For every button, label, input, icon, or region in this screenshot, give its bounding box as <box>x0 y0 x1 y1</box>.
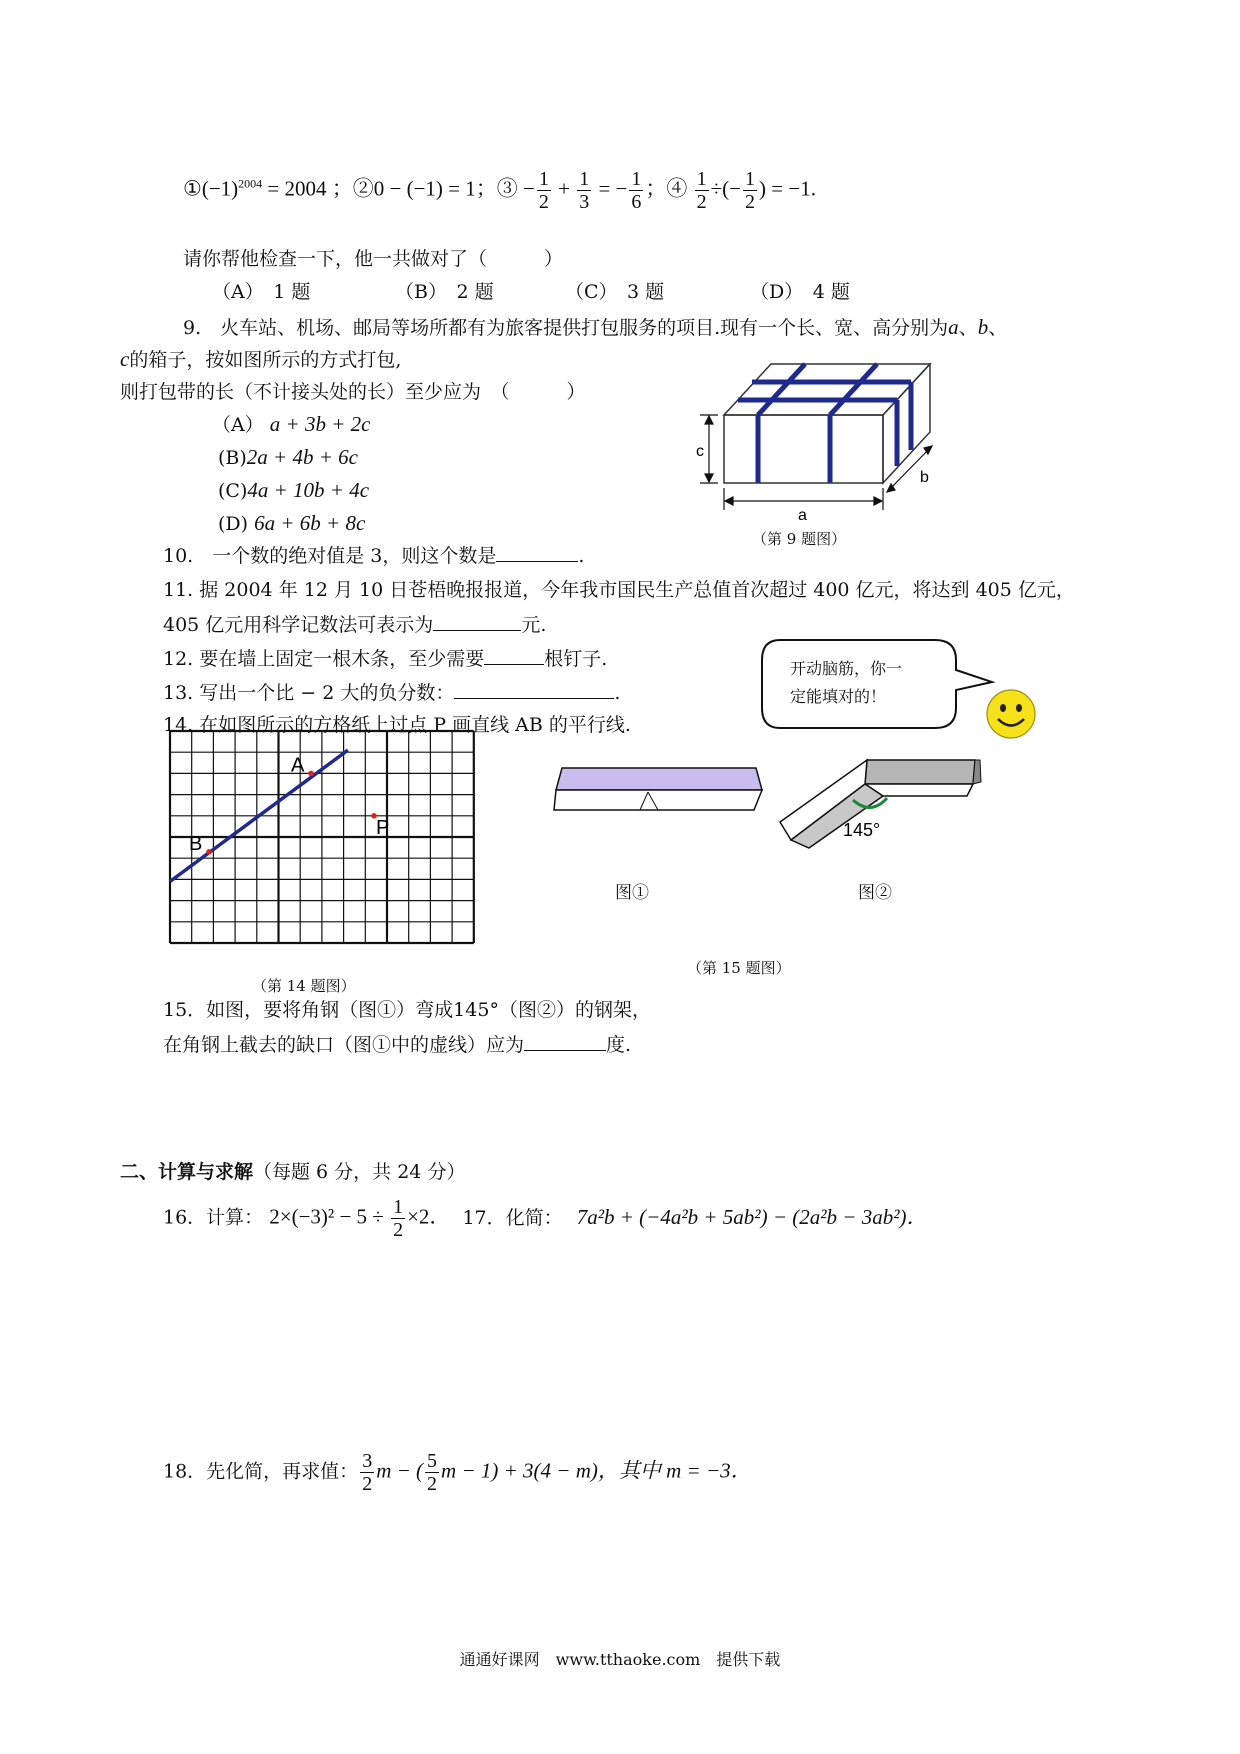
label-p: P <box>375 816 390 839</box>
q8-frac-3: $\frac{1}{6}$ <box>631 168 642 213</box>
section2-note: （每题 6 分，共 24 分） <box>253 1161 466 1183</box>
q9-sep2: 、 <box>988 317 1008 339</box>
footer: 通通好课网 www.tthaoke.com 提供下载 <box>459 1650 781 1669</box>
q9-opt-b-label: (B) <box>218 447 247 469</box>
q10-end: . <box>578 545 585 567</box>
q8-part4: ；④ <box>645 176 693 201</box>
q9-option-d <box>218 511 365 536</box>
point-b <box>206 849 212 855</box>
q10-blank[interactable] <box>496 543 578 562</box>
section2-heading <box>120 1160 465 1184</box>
q9-opt-d-label: (D) <box>218 513 249 535</box>
q8-eq: = − <box>593 176 628 201</box>
q8-part1b: = 2004 ；② <box>262 176 374 201</box>
section2-title: 二、计算与求解 <box>120 1161 254 1183</box>
q11-line1: 11. 据 2004 年 12 月 10 日苍梧晚报报道，今年我市国民生产总值首次超过 400 亿元，将达到 405 亿元， <box>163 579 1075 601</box>
q12-text: 12. 要在墙上固定一根木条，至少需要 <box>163 648 485 670</box>
dim-label-b: b <box>920 469 929 486</box>
q9-opt-d-expr: 6a + 6b + 8c <box>254 511 366 535</box>
grid-lines <box>170 731 474 943</box>
bubble-line2: 定能填对的！ <box>790 687 887 706</box>
q8-ask: 请你帮他检查一下，他一共做对了（ ） <box>183 248 564 270</box>
q15-fig2-label: 图② <box>858 883 892 903</box>
q16-expr2: ×2． <box>407 1204 451 1229</box>
q8-option-c: （C） 3 题 <box>565 281 665 303</box>
point-a <box>308 771 314 777</box>
q8-frac-1: $\frac{1}{2}$ <box>538 168 549 213</box>
q9-line1 <box>183 315 1007 340</box>
q11-text: 405 亿元用科学记数法可表示为 <box>163 614 434 636</box>
label-a: A <box>291 754 305 777</box>
q8-option-a: （A） 1 题 <box>212 281 311 303</box>
q16-17-line <box>163 1196 928 1241</box>
q9-text1: 9. 火车站、机场、邮局等场所都有为旅客提供打包服务的项目.现有一个长、宽、高分别为 <box>183 317 949 339</box>
q11-end: 元. <box>521 614 547 636</box>
q15-line2 <box>163 1032 631 1057</box>
q17-expr: 7a²b + (−4a²b + 5ab²) − (2a²b − 3ab²)． <box>576 1204 928 1229</box>
q18-frac-2: $\frac{5}{2}$ <box>427 1450 438 1495</box>
q8-frac-4: $\frac{1}{2}$ <box>696 168 707 213</box>
strap-lines <box>738 364 911 483</box>
q10-line <box>163 543 584 568</box>
q11-blank[interactable] <box>433 612 521 631</box>
q13-line <box>163 680 620 705</box>
q9-option-c <box>218 478 369 503</box>
q8-line <box>183 168 816 213</box>
q18-line <box>163 1450 752 1495</box>
q8-end: ) = −1. <box>759 176 816 201</box>
q15-text: 在角钢上截去的缺口（图①中的虚线）应为 <box>163 1034 525 1056</box>
q9-opt-b-expr: 2a + 4b + 6c <box>246 445 358 469</box>
q9-box-figure <box>690 360 950 520</box>
q9-opt-a-label: （A） <box>212 414 264 436</box>
q8-div: ÷(− <box>710 176 742 201</box>
q16-expr1: 2×(−3)² − 5 ÷ <box>269 1204 390 1229</box>
q8-exponent: 2004 <box>238 176 263 191</box>
q13-text: 13. 写出一个比 − 2 大的负分数： <box>163 682 455 704</box>
bubble-line1: 开动脑筋，你一 <box>790 659 903 678</box>
q15-caption: （第 15 题图） <box>687 959 791 977</box>
q8-part2: 0 − (−1) = 1；③ − <box>373 176 535 201</box>
q9-sep1: 、 <box>958 317 978 339</box>
q18-expr2: m − 1) + 3(4 − m)，其中 m = −3． <box>441 1458 752 1483</box>
q8-option-d: （D） 4 题 <box>750 281 850 303</box>
q14-grid-figure <box>167 728 513 966</box>
q9-opt-c-label: (C) <box>218 480 248 502</box>
q18-frac-1: $\frac{3}{2}$ <box>362 1450 373 1495</box>
q18-label: 18．先化简，再求值： <box>163 1460 359 1483</box>
q12-blank[interactable] <box>484 646 544 665</box>
q12-end: 根钉子. <box>544 648 608 670</box>
q15-blank[interactable] <box>524 1032 606 1051</box>
q9-opt-a-expr: a + 3b + 2c <box>269 412 371 436</box>
q8-frac-5: $\frac{1}{2}$ <box>745 168 756 213</box>
q15-line1: 15．如图，要将角钢（图①）弯成145°（图②）的钢架， <box>163 999 651 1021</box>
q8-plus: + <box>552 176 576 201</box>
q8-frac-2: $\frac{1}{3}$ <box>579 168 590 213</box>
q9-var-b: b <box>977 315 989 339</box>
label-b: B <box>189 832 203 855</box>
q13-blank[interactable] <box>454 680 614 699</box>
q15-fig1 <box>548 758 768 818</box>
q9-caption: （第 9 题图） <box>752 530 847 548</box>
q14-line: 14. 在如图所示的方格纸上过点 P 画直线 AB 的平行线. <box>163 714 631 736</box>
q9-text2: 的箱子，按如图所示的方式打包, <box>129 349 402 371</box>
q9-var-c: c <box>120 347 130 371</box>
q17-label: 17．化简： <box>462 1206 563 1229</box>
bubble-text <box>790 655 902 711</box>
q11-line2 <box>163 612 546 637</box>
q8-option-b: （B） 2 题 <box>395 281 494 303</box>
q15-fig2 <box>775 752 985 862</box>
q13-end: . <box>614 682 621 704</box>
dim-label-a: a <box>798 507 807 520</box>
dim-label-c: c <box>696 443 704 460</box>
q15-fig1-label: 图① <box>615 883 649 903</box>
q9-line3: 则打包带的长（不计接头处的长）至少应为 （ ） <box>120 381 586 403</box>
q15-angle-label: 145° <box>843 820 881 840</box>
q9-option-a <box>212 412 370 437</box>
q8-part1: ①(−1) <box>183 176 239 201</box>
q16-frac: $\frac{1}{2}$ <box>393 1196 404 1241</box>
q18-expr1: m − ( <box>376 1458 424 1483</box>
q9-var-a: a <box>948 315 959 339</box>
q15-end: 度. <box>606 1034 632 1056</box>
q16-label: 16．计算： <box>163 1206 264 1229</box>
q10-text: 10. 一个数的绝对值是 3，则这个数是 <box>163 545 497 567</box>
q9-line2 <box>120 347 401 372</box>
smiley-icon <box>985 688 1037 740</box>
q9-opt-c-expr: 4a + 10b + 4c <box>247 478 370 502</box>
q12-line <box>163 646 607 671</box>
q9-option-b <box>218 445 358 470</box>
q14-caption: （第 14 题图） <box>252 977 356 995</box>
